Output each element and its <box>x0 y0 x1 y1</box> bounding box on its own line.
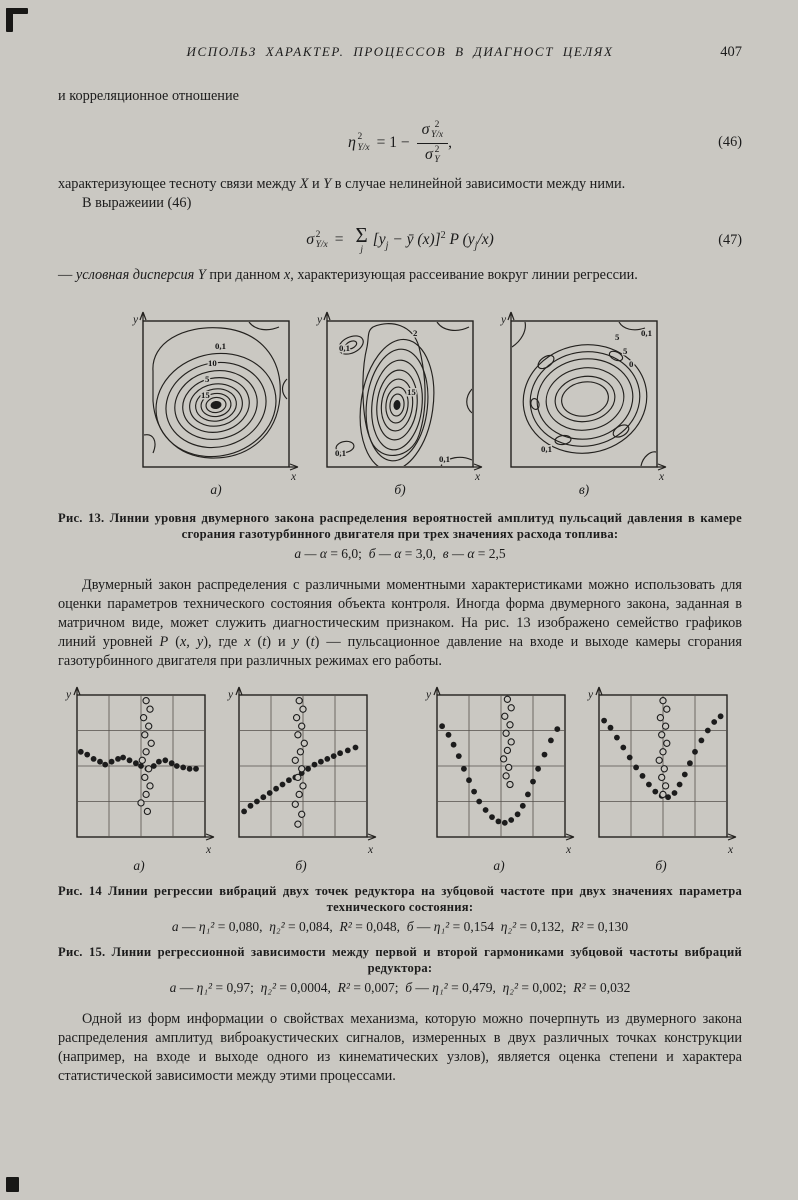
points-layer <box>439 696 560 826</box>
svg-text:5: 5 <box>205 373 210 384</box>
x-axis-label: x <box>659 470 665 481</box>
y-axis-label: y <box>501 313 507 326</box>
equation-47-body: σ 2 Y/x = Σ j [$y_j$ − ȳ (x)]$^2$ P $(y_j/x)$ <box>306 223 494 255</box>
contour-plot-a <box>131 309 301 481</box>
y-axis-label: y <box>133 313 139 326</box>
x-axis-label: x <box>291 470 297 481</box>
svg-text:0,1: 0,1 <box>335 447 346 458</box>
equation-47 <box>58 225 742 256</box>
x-axis-label: x <box>368 843 374 856</box>
fig14-panel-a <box>63 685 215 874</box>
points-layer <box>241 697 358 827</box>
svg-text:5: 5 <box>623 345 628 356</box>
scan-artifact <box>6 8 28 14</box>
running-head-title: ИСПОЛЬЗ ХАРАКТЕР. ПРОЦЕССОВ В ДИАГНОСТ ЦЕЛЯХ <box>186 44 614 59</box>
summation: Σ j <box>355 223 368 255</box>
figure-14-caption-formula: а — η₁² = 0,080, η₂² = 0,084, R² = 0,048, б — η₁² = 0,154 η₂² = 0,132, R² = 0,130 <box>171 918 629 934</box>
fig15-panel-b <box>585 685 737 874</box>
fig13-panel-v <box>499 309 669 498</box>
y-axis-label: y <box>66 688 72 701</box>
running-head <box>58 44 742 61</box>
fig13-panel-a <box>131 309 301 498</box>
svg-text:0: 0 <box>629 358 634 369</box>
y-axis-label: y <box>317 313 323 326</box>
figure-15-caption: Рис. 15. Линии регрессионной зависимости между первой и второй гармониками зубцовой частоты вибраций редуктора: <box>58 944 742 975</box>
svg-text:2: 2 <box>413 327 418 338</box>
figure-14-caption: Рис. 14 Линии регрессии вибраций двух точек редуктора на зубцовой частоте при двух значениях параметра технического состояния: <box>58 883 742 914</box>
paragraph-intro: и корреляционное отношение <box>58 88 239 104</box>
x-axis-label: x <box>728 843 734 856</box>
y-axis-label: y <box>588 688 594 701</box>
x-axis-label: x <box>566 843 572 856</box>
panel-label: а) <box>210 481 222 497</box>
figure-14-15 <box>58 685 742 874</box>
contour-plot-v <box>499 309 669 481</box>
svg-text:0,1: 0,1 <box>641 327 652 338</box>
panel-label: а) <box>133 857 145 873</box>
panel-label: б) <box>295 857 307 873</box>
x-axis-label: x <box>475 470 481 481</box>
y-axis-label: y <box>228 688 234 701</box>
figure-13-caption: Рис. 13. Линии уровня двумерного закона распределения вероятностей амплитуд пульсаций давления в камере сгорания газотурбинного двигателя при трех значениях расхода топлива: <box>58 510 742 541</box>
figure-15-caption-formula: а — η₁² = 0,97; η₂² = 0,0004, R² = 0,007; б — η₁² = 0,479, η₂² = 0,002; R² = 0,032 <box>169 979 631 995</box>
contour-lines <box>335 322 472 475</box>
paragraph-closing: Одной из форм информации о свойствах механизма, которую можно почерпнуть из двумерного закона распределения амплитуд виброакустических сигналов, измеренных в двух различных точках конструкции (например, на входе и выходе одного из кинематических узлов), является оценка степени и характера статистической зависимости между этими процессами. <box>58 1010 742 1084</box>
panel-label: б) <box>394 481 406 497</box>
panel-label: в) <box>578 481 590 497</box>
fraction: σ 2 Y/x σ 2 Y <box>417 120 449 165</box>
equation-46-body: η 2 Y/x = 1 − σ 2 Y/x σ 2 Y , <box>348 120 452 165</box>
paragraph-after-47: — условная дисперсия Y при данном x, характеризующая рассеивание вокруг линии регрессии. <box>58 266 638 283</box>
panel-label: а) <box>493 857 505 873</box>
y-axis-label: y <box>426 688 432 701</box>
panel-label: б) <box>655 857 667 873</box>
figure-13-caption-formula: а — α = 6,0; б — α = 3,0, в — α = 2,5 <box>294 545 506 561</box>
equation-46 <box>58 120 742 165</box>
contour-lines <box>512 322 656 466</box>
svg-text:15: 15 <box>201 389 210 400</box>
scatter-plot-15a <box>423 685 575 857</box>
equation-47-expression: [$y_j$ − ȳ (x)]$^2$ P $(y_j/x)$ <box>372 229 494 251</box>
svg-text:5: 5 <box>615 331 620 342</box>
svg-text:15: 15 <box>407 386 416 397</box>
page-number: 407 <box>720 44 742 60</box>
scatter-plot-14b <box>225 685 377 857</box>
paragraph-after-46: характеризующее тесноту связи между X и Y в случае нелинейной зависимости между ними. <box>58 176 626 192</box>
svg-text:0,1: 0,1 <box>541 443 552 454</box>
points-layer <box>78 697 199 814</box>
svg-text:10: 10 <box>208 357 217 368</box>
plot-frame <box>511 321 657 467</box>
svg-text:0,1: 0,1 <box>215 340 226 351</box>
fig15-panel-a <box>423 685 575 874</box>
scatter-plot-15b <box>585 685 737 857</box>
equation-47-number: (47) <box>718 231 743 248</box>
scan-artifact <box>6 1177 19 1192</box>
scatter-plot-14a <box>63 685 215 857</box>
svg-text:0,1: 0,1 <box>439 453 450 464</box>
grid-lines <box>437 695 565 837</box>
x-axis-label: x <box>206 843 212 856</box>
figure-13 <box>58 309 742 498</box>
points-layer <box>601 697 723 800</box>
contour-plot-b <box>315 309 485 481</box>
equation-46-number: (46) <box>718 134 742 150</box>
line-expression: В выражеиии (46) <box>82 195 192 211</box>
fig13-panel-b <box>315 309 485 498</box>
svg-text:0,1: 0,1 <box>339 342 350 353</box>
paragraph-main: Двумерный закон распределения с различными моментными характеристиками можно использовать для оценки параметров технического состояния объекта контроля. Иногда форма двумерного закона, заданная в матричном виде, может служить диагностическим признаком. На рис. 13 изображено семейство графиков линий уровней P (x, y), где x (t) и y (t) — пульсационное давление на входе и выходе камеры сгорания газотурбинного двигателя при различных режимах его работы. <box>58 576 742 669</box>
fig14-panel-b <box>225 685 377 874</box>
